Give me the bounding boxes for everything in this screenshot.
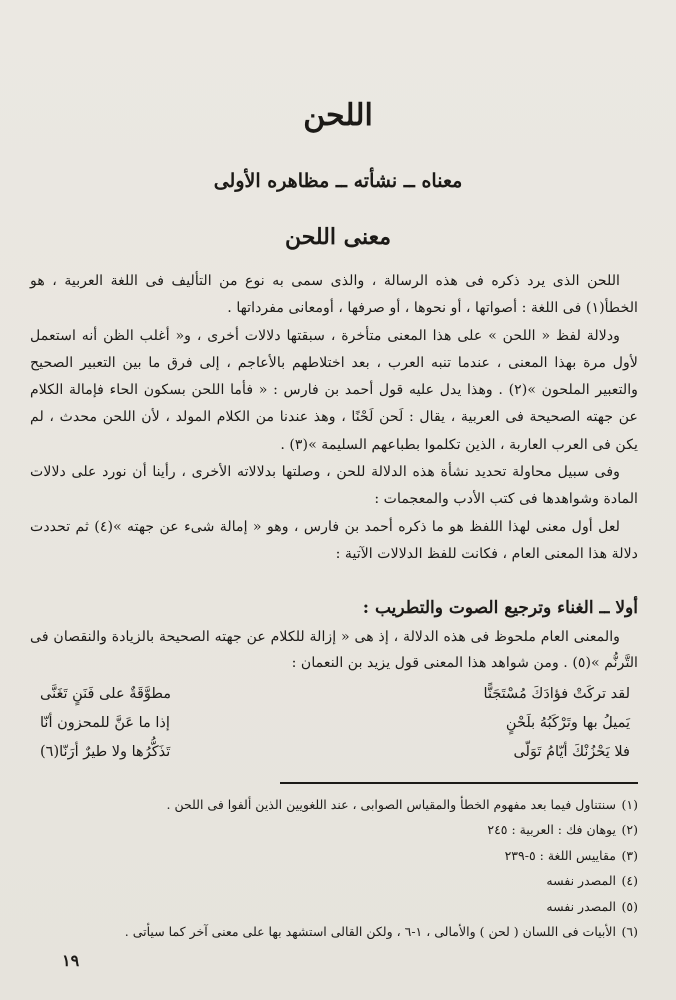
footnote [30, 792, 638, 817]
footnote-text: المصدر نفسه [546, 873, 616, 889]
footnote [30, 894, 638, 919]
footnote-divider [280, 782, 638, 784]
footnote-number: (٦) [621, 924, 638, 940]
poem [40, 680, 630, 767]
body-text [30, 268, 638, 568]
footnote [30, 817, 638, 842]
footnote-number: (٤) [621, 873, 638, 889]
footnote-number: (٣) [621, 847, 638, 863]
paragraph: وفى سبيل محاولة تحديد نشأة هذه الدلالة للحن ، وصلتها بدلالاته الأخرى ، رأينا أن نورد على دلالات المادة وشواهدها فى كتب الأدب والمعجمات : [30, 464, 638, 508]
footnotes [30, 792, 638, 944]
poem-hemistich-second: مطوَّقَةٌ على فَنَنٍ تَغَنَّى [40, 686, 172, 702]
footnote [30, 843, 638, 868]
paragraph: والمعنى العام ملحوظ فى هذه الدلالة ، إذ هى « إزالة للكلام عن جهته الصحيحة بالزيادة والنقصان فى التَّرنُّم »(٥) . ومن شواهد هذا المعنى قول يزيد بن النعمان : [30, 629, 638, 671]
section-heading-one: أولا ــ الغناء وترجيع الصوت والتطريب : [362, 598, 638, 618]
poem-line [40, 680, 630, 709]
footnote-number: (١) [621, 797, 638, 812]
poem-hemistich-second: تَذَكُّرُها ولا طيرٌ أرَنّا(٦) [40, 744, 171, 760]
poem-line [40, 738, 630, 767]
footnote-text: مقاييس اللغة : ٥-٢٣٩ [504, 847, 616, 863]
body-text-2 [30, 624, 638, 676]
paragraph: ودلالة لفظ « اللحن » على هذا المعنى متأخرة ، سبقتها دلالات أخرى ، و« أغلب الظن أنه استعمل لأول مرة بهذا المعنى ، عندما تنبه العرب ، بعد اختلاطهم بالأعاجم ، إلى فرق ما بين التعبير الصحيح والتعبير الملحون »(٢) . وهذا يدل عليه قول أحمد بن فارس : « فأما اللحن بسكون الحاء فإمالة الكلام عن جهته الصحيحة فى العربية ، يقال : لَحن لَحْنًا ، وهذ عندنا من الكلام المولد ، لأن اللحن محدث ، لم يكن فى العرب العاربة ، الذين تكلموا بطباعهم السليمة »(٣) . [30, 327, 638, 453]
poem-hemistich-first: يَميلُ بها وتَرْكَبُهُ بلَحْنٍ [505, 715, 630, 731]
footnote-text: يوهان فك : العربية : ٢٤٥ [487, 822, 616, 838]
poem-hemistich-second: إذا ما عَنَّ للمحزون أنّا [40, 715, 170, 731]
footnote [30, 919, 638, 944]
paragraph: لعل أول معنى لهذا اللفظ هو ما ذكره أحمد بن فارس ، وهو « إمالة شىء عن جهته »(٤) ثم تحددت دلالة هذا المعنى العام ، فكانت للفظ الدلالات الآتية : [30, 518, 638, 562]
section-subtitle: معناه ــ نشأته ــ مظاهره الأولى [213, 170, 463, 192]
subheading: معنى اللحن [284, 224, 392, 250]
poem-line [40, 709, 630, 738]
chapter-title: اللحن [303, 98, 373, 133]
paragraph: اللحن الذى يرد ذكره فى هذه الرسالة ، والذى سمى به نوع من التأليف فى اللغة العربية ، هو الخطأ(١) فى اللغة : أصواتها ، أو نحوها ، أو صرفها ، أومعانى مفرداتها . [30, 273, 638, 317]
footnote [30, 868, 638, 893]
poem-hemistich-first: لقد تركَتْ فؤادَكَ مُسْتَجَنًّا [483, 686, 630, 702]
page-number: ١٩ [62, 951, 80, 970]
footnote-text: المصدر نفسه [546, 898, 616, 914]
footnote-number: (٥) [621, 898, 638, 914]
footnote-number: (٢) [621, 822, 638, 838]
footnote-text: الأبيات فى اللسان ( لحن ) والأمالى ، ١-٦ ، ولكن القالى استشهد بها على معنى آخر كما سيأتى . [124, 924, 616, 940]
footnote-text: سنتناول فيما بعد مفهوم الخطأ والمقياس الصوابى ، عند اللغويين الذين ألفوا فى اللحن . [166, 797, 616, 812]
poem-hemistich-first: فلا يَحْزُنْكَ أيّامُ تَوَلّى [513, 744, 630, 760]
